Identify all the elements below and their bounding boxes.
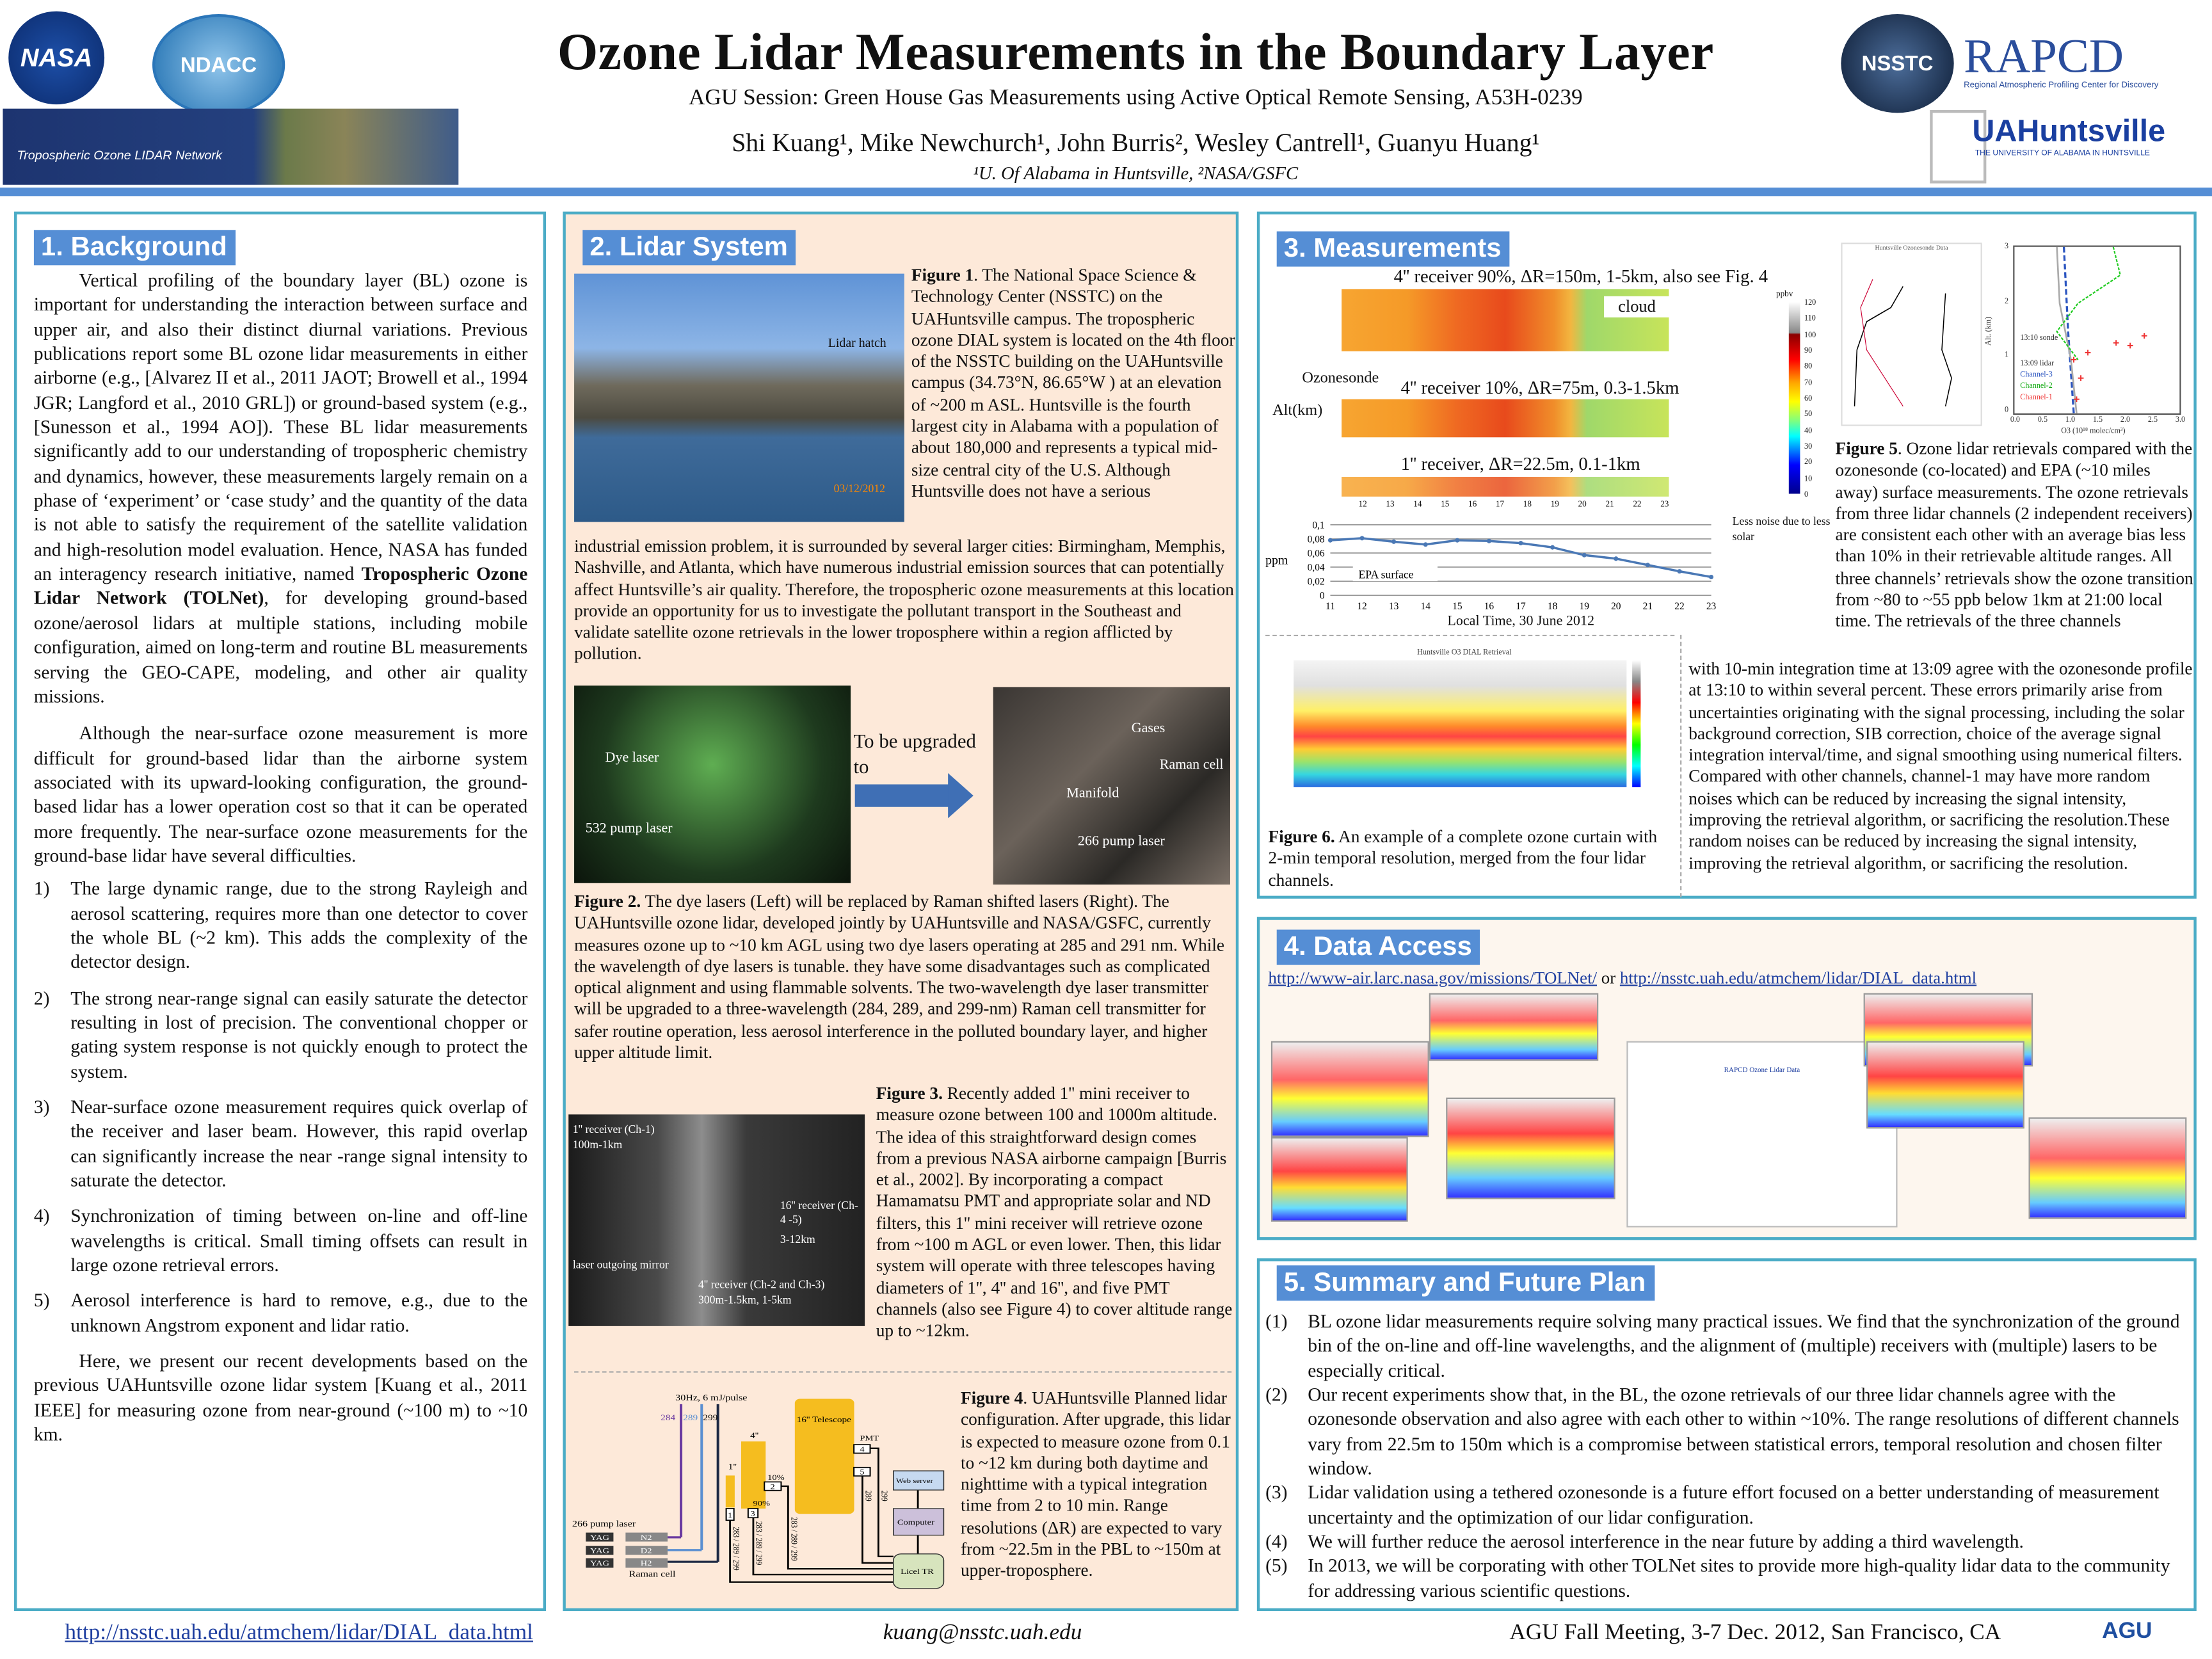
split-10: 10% [767, 1473, 785, 1482]
summary-list [1265, 1309, 2185, 1603]
colorbar-ticks: 120 110 100 90 80 70 60 50 40 30 20 10 0 [1804, 299, 1816, 500]
svg-text:YAG: YAG [590, 1533, 609, 1542]
list-item: (2) Our recent experiments show that, in the BL, the ozone retrievals of our three lidar channels agree with the ozonesonde observation and also agree with each other to within ~10%. The range resolutions of different channels vary from 22.5m to 150m which is a compromise between statistical errors, temporal resolution and chosen filter window. [1265, 1384, 2179, 1479]
fig2-caption: Figure 2. The dye lasers (Left) will be replaced by Raman shifted lasers (Right). The UAHuntsville ozone lidar, developed jointly by UAHuntsville and NASA/GSFC, currently measures ozone up to ~10 km AGL using two dye lasers operating at 285 and 291 nm. While the wavelength of dye lasers is tunable. they have some disadvantages such as complicated optical alignment and using flammable solvents. The two-wavelength dye laser transmitter will be upgraded to a three-wavelength (284, 289, and 299-nm) Raman cell transmitter for safer routine operation, less aerosol interference in the polluted boundary layer, and higher upper altitude limit. [574, 891, 1225, 1062]
y-tick-label: 0,02 [1307, 576, 1325, 588]
channel-1: 1 [728, 1511, 733, 1519]
wavelength-299: 299 [703, 1413, 718, 1423]
section-title: 3. Measurements [1277, 231, 1510, 266]
curtain-1-title: 4'' receiver 90%, ΔR=150m, 1-5km, also see Fig. 4 [1393, 265, 1768, 287]
list-item: 4) Synchronization of timing between on-line and off-line wavelengths is critical. Small timing offsets can result in large ozone retrieval errors. [33, 1205, 528, 1276]
channel-1-wavelengths: 283 / 289 / 299 [731, 1527, 741, 1571]
web-server-label: Web server [895, 1477, 933, 1485]
data-point [1391, 540, 1396, 544]
channel-4-wavelength: 299 [879, 1490, 890, 1502]
computer-label: Computer [897, 1518, 934, 1527]
fig5-caption: Figure 5. Ozone lidar retrievals compared with the ozonesonde (co-located) and EPA (~10 miles away) surface measurements. The ozone retrievals from three lidar channels (2 independent receivers) are consistent each other with an average bias less than 10% in their retrievable altitude ranges. All three channels’ retrievals show the ozone transition from ~80 to ~55 ppb below 1km at 21:00 local time. The retrievals of the three channels [1835, 438, 2193, 632]
section-title: 5. Summary and Future Plan [1277, 1265, 1655, 1301]
y-tick-label: 0,08 [1307, 534, 1325, 545]
data-point [1614, 556, 1618, 561]
y-tick-label: 0,1 [1312, 520, 1325, 531]
curtain-thumbnail [1429, 993, 1598, 1061]
pulse-label: 30Hz, 6 mJ/pulse [675, 1393, 748, 1403]
session-subtitle: AGU Session: Green House Gas Measurements using Active Optical Remote Sensing, A53H-0239 [688, 86, 1583, 110]
curtain-thumbnail [2028, 1118, 2186, 1219]
hour-ticks: 12 13 14 15 16 17 18 19 20 21 22 23 [1358, 501, 1669, 509]
y-tick-label: 0 [1319, 590, 1325, 602]
ndacc-logo: NDACC [152, 14, 285, 116]
svg-text:YAG: YAG [590, 1546, 609, 1555]
ozonesonde-label: Ozonesonde [1302, 369, 1379, 387]
fig5-yticks: 0 1 2 3 [2005, 243, 2009, 415]
rapcd-logo: RAPCD Regional Atmospheric Profiling Center for Discovery [1964, 31, 2159, 91]
channel-3-wavelengths: 283 / 289 / 299 [754, 1521, 764, 1566]
header-divider [0, 188, 2212, 196]
lidar-configuration-diagram [566, 1380, 958, 1597]
data-point [1423, 542, 1428, 547]
channel-2-wavelengths: 283 / 289 / 299 [789, 1517, 799, 1561]
list-item: (4) We will further reduce the aerosol interference in the near future by adding a third wavelength. [1265, 1530, 2024, 1552]
list-item: (5) In 2013, we will be corporating with other TOLNet sites to provide more high-quality lidar data to the community for addressing various scientific questions. [1265, 1555, 2170, 1601]
fig1-caption-cont: industrial emission problem, it is surrounded by several larger cities: Birmingham, Memphis, Nashville, and Atlanta, which have numerous industrial emission sources that can potentially affect Huntsville’s air quality. Therefore, the tropospheric ozone measurements at this location provide an opportunity for us to investigate the pollutant transport in the Southeast and validate satellite ozone retrievals in the lower troposphere within a region afflicted by pollution. [574, 536, 1234, 664]
data-point [1455, 538, 1459, 543]
raman-cell-label: Raman cell [629, 1569, 676, 1580]
data-access-panel [1257, 917, 2197, 1240]
fig5-caption-cont: with 10-min integration time at 13:09 agree with the ozonesonde profile at 13:10 to within several percent. These errors primarily arise from uncertainties originating with the signal processing, including the solar background correction, SIB correction, choice of the average signal integration interval/time, and signal smoothing using numerical filters. Compared with other channels, channel-1 may have more random noises which can be reduced by increasing the signal intensity, improving the retrieval algorithm, or sacrificing the resolution.These random noises can be reduced by increasing the signal intensity, improving the retrieval algorithm, or sacrificing the resolution. [1688, 659, 2193, 873]
fig5-xticks: 0.0 0.5 1.0 1.5 2.0 2.5 3.0 [2010, 416, 2186, 425]
affiliations: ¹U. Of Alabama in Huntsville, ²NASA/GSFC [973, 162, 1299, 184]
curtain-2-plot [1342, 399, 1669, 438]
svg-text:H2: H2 [640, 1558, 652, 1567]
sonde-curves [1843, 251, 1981, 417]
wavelength-289: 289 [683, 1413, 698, 1423]
x-tick-label: 20 [1611, 601, 1621, 613]
nsstc-building-photo: Lidar hatch 03/12/2012 [574, 274, 904, 522]
measurements-panel [1257, 212, 2197, 899]
split-90: 90% [753, 1498, 771, 1508]
laser-yag-h2 [586, 1558, 717, 1567]
mini-receiver-photo: 1'' receiver (Ch-1) 100m-1km 16'' receiver (Ch-4 -5) 3-12km laser outgoing mirror 4'' receiver (Ch-2 and Ch-3) 300m-1.5km, 1-5km [568, 1114, 865, 1326]
upgrade-arrow-icon [855, 784, 951, 806]
telescope-1in [726, 1475, 735, 1507]
svg-text:YAG: YAG [590, 1558, 609, 1567]
y-tick-label: 0,06 [1307, 548, 1325, 559]
data-website-screenshot: RAPCD Ozone Lidar Data [1626, 1041, 1897, 1228]
paragraph: Although the near-surface ozone measurement is more difficult for ground-based lidar than the airborne system associated with its upward-looking configuration, the ground-based lidar has a lower operation cost so that it can be operated more frequently. The near-surface ozone measurements for the ground-base lidar have several difficulties. [33, 722, 528, 867]
lidar-vs-sonde-plot: 13:10 sonde 13:09 lidar Channel-3 Channel-2 Channel-1 [2013, 246, 2181, 415]
laser-yag-n2 [586, 1533, 681, 1542]
uah-data-link[interactable]: http://nsstc.uah.edu/atmchem/lidar/DIAL_data.html [1619, 968, 1977, 988]
channel-2: 2 [770, 1482, 775, 1491]
telescope-4in [741, 1441, 765, 1509]
upgrade-arrowhead-icon [948, 773, 974, 819]
x-tick-label: 16 [1484, 601, 1495, 613]
label-4in: 4'' [750, 1431, 759, 1441]
x-tick-label: 17 [1516, 601, 1526, 613]
list-item: (3) Lidar validation using a tethered ozonesonde is a future effort focused on a better understanding of measurement uncertainty and the optimization of our lidar configuration. [1265, 1482, 2160, 1528]
x-tick-label: 22 [1674, 601, 1685, 613]
nsstc-logo: NSSTC [1841, 14, 1953, 113]
divider-vertical [1680, 635, 1681, 897]
fig1-caption: Figure 1. The National Space Science & Technology Center (NSSTC) on the UAHuntsville campus. The tropospheric ozone DIAL system is located on the 4th floor of the NSSTC building on the UAHuntsville campus (34.73°N, 86.65°W ) at an elevation of ~200 m ASL. Huntsville is the fourth largest city in Alabama with a population of about 180,000 and represents a typical mid-size central city of the U.S. Although Huntsville does not have a serious [911, 265, 1235, 501]
curtain-thumbnail [1446, 1098, 1615, 1199]
colorbar [1789, 302, 1800, 494]
background-panel [14, 212, 546, 1611]
chart-x-label: Local Time, 30 June 2012 [1447, 613, 1595, 630]
channel-5-wavelength: 289 [863, 1490, 874, 1502]
data-point [1582, 553, 1587, 557]
cloud-label: cloud [1604, 296, 1670, 317]
ozonesonde-profile-plot: Huntsville Ozonesonde Data [1841, 243, 1982, 426]
authors: Shi Kuang¹, Mike Newchurch¹, John Burris², Wesley Cantrell¹, Guanyu Huang¹ [732, 128, 1540, 157]
poster: NASA NDACC Tropospheric Ozone LIDAR Network Ozone Lidar Measurements in the Boundary Layer AGU Session: Green House Gas Measurements using Active Optical Remote Sensing, A53H-0239 Shi Kuang¹, Mike Newchurch¹, John Burris², Wesley Cantrell¹, Guanyu Huang¹ ¹U. Of Alabama in Huntsville, ²NASA/GSFC NSSTC RAPCD Regional Atmospheric Profiling Center for Discovery UAHuntsville THE UNIVERSITY OF ALABAMA IN HUNTSVILLE 1. Background Vertical profiling of the boundary layer (BL) ozone is important for understanding the interaction between surface and upper air, and also their distinct diurnal variations. Previous publications report some BL ozone lidar measurements in either airborne (e.g., [Alvarez II et al., 2011 JAOT; Browell et al., 1994 JGR; Langford et al., 2010 GRL]) or ground-based system (e.g., [Sunesson et al., 1994 AO]). These BL lidar measurements significantly add to our understanding of tropospheric chemistry and dynamics, however, these measurements largely remain on a phase of ‘experiment’ or ‘case study’ and the quantity of the data is not able to satisfy the requirement of the satellite validation and high-resolution model evaluation. Hence, NASA has funded an interagency research initiative, named Tropospheric Ozone Lidar Network (TOLNet), for developing ground-based ozone/aerosol lidars at multiple stations, including mobile configuration, aimed on long-term and routine BL measurements serving the GEO-CAPE, modeling, and other air quality missions. Although the near-surface ozone measurement is more difficult for ground-based lidar than the airborne system associated with its upward-looking configuration, the ground-based lidar has a lower operation cost so that it can be operated more frequently. The near-surface ozone measurements for the ground-base lidar have several difficulties. 1) The large dynamic range, due to the strong Rayleigh and aerosol scattering, requires more than one detector to cover the whole BL (~2 km). This adds the complexity of the detector design. 2) The strong near-range signal can easily saturate the detector resulting in lost of precision. The conventional chopper or gating system response is not quickly enough to protect the system. 3) Near-surface ozone measurement requires quick overlap of the receiver and laser beam. However, this rapid overlap can significantly increase the near -range signal intensity to saturate the detector. 4) Synchronization of timing between on-line and off-line wavelengths is critical. Small timing offsets can result in large ozone retrieval errors. 5) Aerosol interference is hard to remove, e.g., due to the unknown Angstrom exponent and lidar ratio. Here, we present our recent developments based on the previous UAHuntsville ozone lidar system [Kuang et al., 2011 IEEE] for measuring ozone from near-ground (~100 m) to ~10 km. 2. Lidar System Lidar hatch 03/12/2012 Figure 1. The National Space Science & Technology Center (NSSTC) on the UAHuntsville campus. The tropospheric ozone DIAL system is located on the 4th floor of the NSSTC building on the UAHuntsville campus (34.73°N, 86.65°W ) at an elevation of ~200 m ASL. Huntsville is the fourth largest city in Alabama with a population of about 180,000 and represents a typical mid-size central city of the U.S. Although Huntsville does not have a serious industrial emission problem, it is surrounded by several larger cities: Birmingham, Memphis, Nashville, and Atlanta, which have numerous industrial emission sources that can potentially affect Huntsville’s air quality. Therefore, the tropospheric ozone measurements at this location provide an opportunity for us to investigate the pollutant transport in the Southeast and validate satellite ozone retrievals in the lower troposphere within a region afflicted by pollution. Dye laser 532 pump laser To be upgraded to Gases Raman cell Manifold 266 pump laser Figure 2. The dye lasers (Left) will be replaced by Raman shifted lasers (Right). The UAHuntsville ozone lidar, developed jointly by UAHuntsville and NASA/GSFC, currently measures ozone up to ~10 km AGL using two dye lasers operating at 285 and 291 nm. While the wavelength of dye lasers is tunable. they have some disadvantages such as complicated optical alignment and using flammable solvents. The two-wavelength dye laser transmitter will be upgraded to a three-wavelength (284, 289, and 299-nm) Raman cell transmitter for safer routine operation, less aerosol interference in the polluted boundary layer, and higher upper altitude limit. 1'' receiver (Ch-1) 100m-1km 16'' receiver (Ch-4 -5) 3-12km laser outgoing mirror 4'' receiver (Ch-2 and Ch-3) 300m-1.5km, 1-5km Figure 3. Recently added 1'' mini receiver to measure ozone between 100 and 1000m altitude. The idea of this straightforward design comes from a previous NASA airborne campaign [Burris et al., 2002]. By incorporating a compact Hamamatsu PMT and appropriate solar and ND filters, this 1'' mini receiver will retrieve ozone from ~100 m AGL or even lower. Then, this lidar system will operate with three telescopes having diameters of 1'', 4'' and 16'', and five PMT channels (also see Figure 4) to cover altitude range up to ~12km. 30Hz, 6 mJ/pulse 284 289 299 266 pump laser YAG N2 YAG D2 YAG H2 Raman cell 1'' 4'' 16'' Telescope 10% 90% 1 2 3 PMT 4 5 283 / 289 / 299 283 / 289 / 299 283 / 289 / 299 289 299 Web server Computer Licel TR Figure 4. UAHuntsville Planned lidar configuration. After upgrade, this lidar is expected to measure ozone from 0.1 to ~12 km during both daytime and nighttime with a typical integration time from 2 to 10 min. Range resolutions (ΔR) are expected to vary from ~22.5m in the PBL to ~150m at upper-troposphere. 3. Measurements 4'' receiver 90%, ΔR=150m, 1-5km, also see Fig. 4 cloud Ozonesonde 4'' receiver 10%, ΔR=75m, 0.3-1.5km Alt(km) 1'' receiver, ΔR=22.5m, 0.1-1km 12 13 14 15 16 17 18 19 20 21 22 23 ppbv 120 110 100 90 80 70 60 50 40 30 20 10 0 Less noise due to less solar 0 0,02 0,04 0,06 0,08 0,1 11 12 13 14 15 16 17 18 19 20 21 22 23 ppm EPA surface Local Time, 30 June 2012 Huntsville Ozonesonde Data 13:10 sonde 13:09 lidar Channel-3 Channel-2 Channel-1 Alt. (km) 0 1 2 3 0.0 0.5 1.0 1.5 2.0 2.5 3.0 O3 (10¹⁸ molec/cm³) Figure 5. Ozone lidar retrievals compared with the ozonesonde (co-located) and EPA (~10 miles away) surface measurements. The ozone retrievals from three lidar channels (2 independent receivers) are consistent each other with an average bias less than 10% in their retrievable altitude ranges. All three channels’ retrievals show the ozone transition from ~80 to ~55 ppb below 1km at 21:00 local time. The retrievals of the three channels Huntsville O3 DIAL Retrieval Figure 6. An example of a complete ozone curtain with 2-min temporal resolution, merged from the four lidar channels. with 10-min integration time at 13:09 agree with the ozonesonde profile at 13:10 to within several percent. These errors primarily arise from uncertainties originating with the signal processing, including the solar background correction, SIB correction, choice of the average signal integration interval/time, and signal smoothing using numerical filters. Compared with other channels, channel-1 may have more random noises which can be reduced by increasing the signal intensity, improving the retrieval algorithm, or sacrificing the resolution.These random noises can be reduced by increasing the signal intensity, improving the retrieval algorithm, or sacrificing the resolution. 4. Data Access http://www-air.larc.nasa.gov/missions/TOLNet/ or http://nsstc.uah.edu/atmchem/lidar/DIAL_data.html RAPCD Ozone Lidar Data 5. Summary and Future Plan (1) BL ozone lidar measurements require solving many practical issues. We find that the synchronization of the ground bin of the on-line and off-line wavelengths, and the alignment of (multiple) receivers with (multiple) lasers to be especially critical. (2) Our recent experiments show that, in the BL, the ozone retrievals of our three lidar channels agree with the ozonesonde observation and also agree with each other to within ~10%. The range resolutions of different channels vary from 22.5m to 150m which is a compromise between statistical errors, temporal resolution and chosen filter window. (3) Lidar validation using a tethered ozonesonde is a future effort focused on a better understanding of measurement uncertainty and the optimization of our lidar configuration. (4) We will further reduce the aerosol interference in the near future by adding a third wavelength. (5) In 2013, we will be corporating with other TOLNet sites to provide more high-quality lidar data to the community for addressing various scientific questions. http://nsstc.uah.edu/atmchem/lidar/DIAL_data.html kuang@nsstc.uah.edu AGU Fall Meeting, 3-7 Dec. 2012, San Francisco, CA AGU [0, 0, 2212, 1659]
x-tick-label: 21 [1642, 601, 1653, 613]
x-tick-label: 15 [1452, 601, 1463, 613]
curtain-thumbnail [1271, 1137, 1408, 1222]
paragraph: Vertical profiling of the boundary layer (BL) ozone is important for understanding the interaction between surface and upper air, and also their distinct diurnal variations. Previous publications report some BL ozone lidar measurements in either airborne (e.g., [Alvarez II et al., 2011 JAOT; Browell et al., 1994 JGR; Langford et al., 2010 GRL]) or ground-based system (e.g., [Sunesson et al., 1994 AO]). These BL lidar measurements significantly add to our understanding of tropospheric chemistry and dynamics, however, these measurements largely remain on a phase of ‘experiment’ or ‘case study’ and the quantity of the data is not able to satisfy the requirement of the satellite validation and high-resolution model evaluation. Hence, NASA has funded an interagency research initiative, named Tropospheric Ozone Lidar Network (TOLNet), for developing ground-based ozone/aerosol lidars at multiple stations, including mobile configuration, aimed on long-term and routine BL measurements serving the GEO-CAPE, modeling, and other air quality missions. [33, 269, 528, 707]
x-tick-label: 23 [1706, 601, 1717, 613]
raman-laser-photo: Gases Raman cell Manifold 266 pump laser [993, 687, 1230, 885]
data-point [1677, 569, 1681, 573]
data-links: http://www-air.larc.nasa.gov/missions/TOLNet/ or http://nsstc.uah.edu/atmchem/lidar/DIAL_data.html [1268, 968, 1977, 988]
colorbar-unit: ppbv [1775, 291, 1793, 300]
fig5-xlabel: O3 (10¹⁸ molec/cm³) [2061, 427, 2126, 437]
tolnet-banner: Tropospheric Ozone LIDAR Network [3, 109, 458, 185]
x-tick-label: 18 [1547, 601, 1558, 613]
curtain-thumbnail [1866, 1041, 2024, 1129]
data-point [1518, 541, 1523, 545]
list-item: 3) Near-surface ozone measurement requires quick overlap of the receiver and laser beam. However, this rapid overlap can significantly increase the near -range signal intensity to saturate the detector. [33, 1096, 528, 1191]
data-point [1328, 538, 1333, 543]
fig3-caption: Figure 3. Recently added 1'' mini receiver to measure ozone between 100 and 1000m altitude. The idea of this straightforward design comes from a previous NASA airborne campaign [Burris et al., 2002]. By incorporating a compact Hamamatsu PMT and appropriate solar and ND filters, this 1'' mini receiver will retrieve ozone from ~100 m AGL or even lower. Then, this lidar system will operate with three telescopes having diameters of 1'', 4'' and 16'', and five PMT channels (also see Figure 4) to cover altitude range up to ~12km. [876, 1083, 1233, 1341]
licel-label: Licel TR [901, 1567, 934, 1576]
pmt-label: PMT [860, 1433, 879, 1443]
lidar-system-panel [563, 212, 1238, 1611]
list-item: 2) The strong near-range signal can easily saturate the detector resulting in lost of precision. The conventional chopper or gating system response is not quickly enough to protect the system. [33, 987, 528, 1082]
ozone-curtain-plot: Huntsville O3 DIAL Retrieval [1279, 649, 1649, 801]
x-tick-label: 11 [1326, 601, 1335, 613]
y-tick-label: 0,04 [1307, 562, 1325, 573]
section-title: 2. Lidar System [582, 230, 796, 265]
paragraph: Here, we present our recent developments based on the previous UAHuntsville ozone lidar system [Kuang et al., 2011 IEEE] for measuring ozone from near-ground (~100 m) to ~10 km. [33, 1350, 528, 1445]
fig6-caption: Figure 6. An example of a complete ozone curtain with 2-min temporal resolution, merged from the four lidar channels. [1268, 826, 1658, 890]
section-title: 1. Background [34, 230, 236, 265]
nasa-logo: NASA [8, 12, 104, 104]
section-title: 4. Data Access [1277, 930, 1480, 965]
label-16in: 16'' Telescope [796, 1415, 851, 1425]
x-tick-label: 19 [1579, 601, 1589, 613]
list-item: 1) The large dynamic range, due to the strong Rayleigh and aerosol scattering, requires more than one detector to cover the whole BL (~2 km). This adds the complexity of the detector design. [33, 878, 528, 973]
x-tick-label: 14 [1420, 601, 1431, 613]
divider [574, 1371, 1231, 1372]
channel-5: 5 [860, 1467, 865, 1477]
background-text [34, 268, 527, 1447]
fig4-caption: Figure 4. UAHuntsville Planned lidar configuration. After upgrade, this lidar is expected to measure ozone from 0.1 to ~12 km during both daytime and nighttime with a typical integration time from 2 to 10 min. Range resolutions (ΔR) are expected to vary from ~22.5m in the PBL to ~150m at upper-troposphere. [960, 1388, 1231, 1581]
wavelength-284: 284 [661, 1413, 676, 1423]
data-point [1709, 575, 1713, 579]
difficulties-list [34, 876, 527, 1337]
poster-title: Ozone Lidar Measurements in the Boundary Layer [557, 24, 1714, 82]
svg-text:D2: D2 [640, 1546, 652, 1555]
altitude-label: Alt(km) [1272, 402, 1323, 419]
series-legend: EPA surface [1358, 568, 1414, 581]
fig5-ylabel: Alt. (km) [1985, 316, 1994, 346]
laser-yag-d2 [586, 1546, 701, 1555]
agu-logo: AGU [2102, 1619, 2152, 1644]
tolnet-link[interactable]: http://www-air.larc.nasa.gov/missions/TOLNet/ [1268, 968, 1598, 988]
data-point [1360, 536, 1365, 540]
y-axis-label: ppm [1265, 553, 1288, 568]
divider [1265, 635, 1674, 636]
list-item: (1) BL ozone lidar measurements require solving many practical issues. We find that the synchronization of the ground bin of the on-line and off-line wavelengths, and the alignment of (multiple) receivers with (multiple) lasers to be especially critical. [1265, 1310, 2180, 1381]
upgrade-label: To be upgraded to [853, 732, 976, 779]
channel-4: 4 [860, 1445, 865, 1454]
curtain-thumbnail [1271, 1041, 1429, 1137]
summary-panel [1257, 1258, 2197, 1611]
label-1in: 1'' [728, 1462, 737, 1471]
dye-laser-photo: Dye laser 532 pump laser [574, 685, 851, 883]
pump-label: 266 pump laser [572, 1519, 636, 1529]
data-point [1646, 563, 1650, 567]
epa-surface-chart [1260, 513, 1728, 615]
curtain-3-title: 1'' receiver, ΔR=22.5m, 0.1-1km [1400, 453, 1640, 474]
curtain-2-title: 4'' receiver 10%, ΔR=75m, 0.3-1.5km [1400, 376, 1679, 398]
data-point [1550, 545, 1555, 550]
list-item: 5) Aerosol interference is hard to remove, e.g., due to the unknown Angstrom exponent and lidar ratio. [33, 1290, 528, 1336]
less-noise-annotation: Less noise due to less solar [1732, 515, 1831, 543]
footer-meeting: AGU Fall Meeting, 3-7 Dec. 2012, San Francisco, CA [1509, 1621, 2001, 1645]
footer-url-link[interactable]: http://nsstc.uah.edu/atmchem/lidar/DIAL_data.html [65, 1621, 533, 1645]
data-point [1487, 539, 1491, 543]
channel-3: 3 [750, 1509, 755, 1518]
svg-text:N2: N2 [640, 1533, 652, 1542]
curtain-3-plot [1342, 477, 1669, 497]
x-tick-label: 13 [1388, 601, 1399, 613]
x-tick-label: 12 [1357, 601, 1367, 613]
footer-email: kuang@nsstc.uah.edu [883, 1621, 1082, 1645]
